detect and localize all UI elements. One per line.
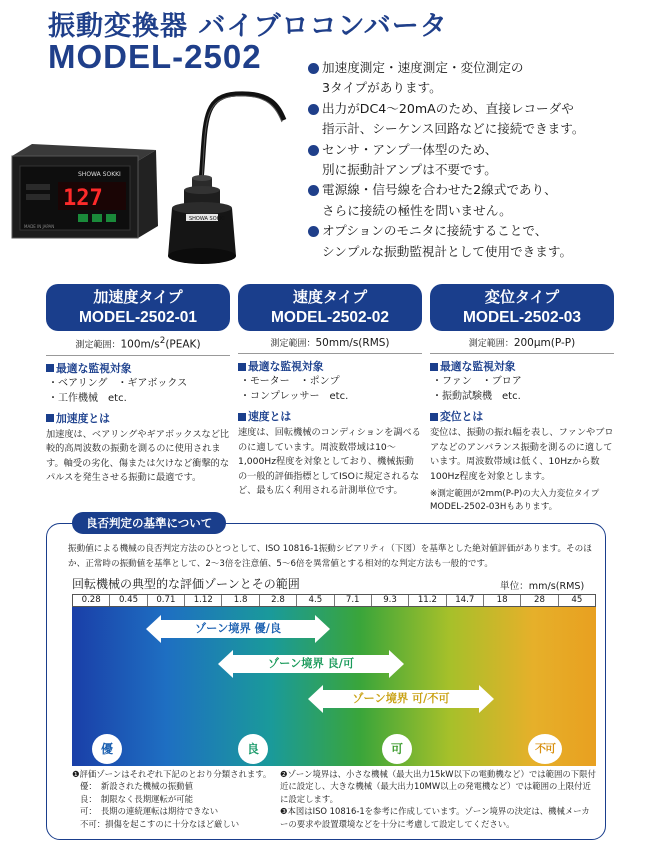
tick-row — [72, 594, 596, 607]
tick-label: 1.8 — [222, 595, 259, 606]
footnote-1: ❶評価ゾーンはそれぞれ下記のとおり分類されます。 優： 新設された機械の振動値 良： 制限なく長期運転が可能 可： 長期の連続運転は期待できない 不可：損傷を起こすのに十分なほど厳しい — [72, 769, 272, 829]
panel-display-value: 127 — [63, 186, 103, 211]
sensor-brand: SHOWA SOKKI — [189, 216, 225, 222]
feature-item: オプションのモニタに接続することで、 シンプルな振動監視計として使用できます。 — [308, 221, 648, 262]
target-list: ・モーター ・ポンプ ・コンプレッサー etc. — [240, 376, 349, 402]
feature-list — [308, 58, 648, 262]
criteria-section-title: 良否判定の基準について — [72, 512, 226, 534]
bullet-dot-icon — [308, 226, 319, 237]
zone-chart — [72, 594, 596, 766]
type-description: 速度は、回転機械のコンディションを調べるのに適しています。周波数帯域は10～1,000Hz程度を対象としており、機械振動の一般的評価指標としてISOに規定されるなど、最も広く利用される計測単位です。 — [238, 427, 421, 497]
tick-label: 11.2 — [409, 595, 446, 606]
square-bullet-icon — [46, 364, 54, 372]
zone-gradient — [72, 607, 596, 766]
product-title: 振動変換器 バイブロコンバータ — [48, 11, 448, 42]
about-heading: 加速度とは — [46, 411, 230, 426]
criteria-intro: 振動値による機械の良否判定方法のひとつとして、ISO 10816-1振動シビアリティ（下図）を基準とした絶対値評価があります。そのほか、正常時の振動値を基準として、2～3倍を注意値、5～6倍を異常値とする相対的な判定方法も一般的です。 — [68, 544, 592, 569]
zone-boundary-arrow-2: ゾーン境界 良/可 — [218, 650, 404, 678]
converter-panel — [12, 144, 158, 238]
target-list: ・ファン ・ブロア ・振動試験機 etc. — [432, 376, 522, 402]
grade-poor-badge: 不可 — [528, 734, 562, 764]
tick-label: 45 — [571, 595, 583, 605]
type-card-velocity — [238, 284, 422, 499]
square-bullet-icon — [430, 413, 438, 421]
about-heading: 変位とは — [430, 409, 614, 424]
type-header — [238, 284, 422, 331]
vibration-sensor — [168, 175, 236, 264]
bullet-dot-icon — [308, 185, 319, 196]
footnote-3: ❸本図はISO 10816-1を参考に作成しています。ゾーン境界の決定は、機械メーカーの要求や設置環境などを十分に考慮して設定してください。 — [280, 806, 590, 829]
footnote-2-3 — [280, 768, 596, 830]
tick-label: 9.3 — [372, 595, 409, 606]
product-photo — [6, 86, 296, 276]
type-name: 速度タイプ — [292, 288, 368, 306]
feature-item: 出力がDC4～20mAのため、直接レコーダや 指示計、シーケンス回路などに接続できます。 — [308, 99, 648, 140]
tick-label: 18 — [484, 595, 521, 606]
model-title: MODEL-2502 — [48, 38, 262, 75]
footnote-2: ❷ゾーン境界は、小さな機械（最大出力15kW以下の電動機など）では範囲の下限付近に設定し、大きな機械（最大出力10MW以上の発電機など）では範囲の上限付近に設定します。 — [280, 769, 596, 804]
zone-chart-title: 回転機械の典型的な評価ゾーンとその範囲 — [72, 577, 300, 591]
target-heading: 最適な監視対象 — [238, 359, 422, 374]
bullet-dot-icon — [308, 145, 319, 156]
target-list: ・ベアリング ・ギアボックス ・工作機械 etc. — [48, 377, 188, 404]
zone-boundary-arrow-3: ゾーン境界 可/不可 — [308, 685, 494, 713]
measurement-range: 測定範囲：$100m/s^2(PEAK)$ — [46, 331, 230, 356]
type-model: MODEL-2502-01 — [78, 309, 197, 326]
bullet-dot-icon — [308, 63, 319, 74]
square-bullet-icon — [46, 414, 54, 422]
bullet-dot-icon — [308, 104, 319, 115]
type-header — [430, 284, 614, 331]
grade-excellent-badge: 優 — [92, 734, 122, 764]
feature-item: 加速度測定・速度測定・変位測定の 3タイプがあります。 — [308, 58, 648, 99]
type-card-displacement — [430, 284, 614, 514]
tick-label: 2.8 — [260, 595, 297, 606]
tick-label: 7.1 — [335, 595, 372, 606]
tick-label: 14.7 — [447, 595, 484, 606]
type-model: MODEL-2502-02 — [270, 309, 389, 326]
tick-label: 4.5 — [297, 595, 334, 606]
type-description: 変位は、振動の振れ幅を表し、ファンやブロアなどのアンバランス振動を測るのに適しています。周波数帯域は低く、10Hzから数100Hz程度を対象とします。 — [430, 427, 614, 482]
type-name: 加速度タイプ — [93, 288, 183, 306]
target-heading: 最適な監視対象 — [430, 359, 614, 374]
type-model: MODEL-2502-03 — [462, 309, 581, 326]
tick-label: 0.28 — [73, 595, 110, 606]
tick-label: 0.71 — [148, 595, 185, 606]
about-heading: 速度とは — [238, 409, 422, 424]
panel-nameplate: MADE IN JAPAN — [24, 224, 55, 229]
tick-label: 0.45 — [110, 595, 147, 606]
zone-chart-unit: 単位：mm/s(RMS) — [500, 581, 585, 592]
feature-item: センサ・アンプ一体型のため、 別に振動計アンプは不要です。 — [308, 140, 648, 181]
type-description: 加速度は、ベアリングやギアボックスなど比較的高周波数の振動を測るのに使用されます。軸受の劣化、傷または欠けなど衝撃的なパルスを発生させる振動に最適です。 — [46, 428, 230, 484]
tick-label: 1.12 — [185, 595, 222, 606]
feature-item: 電源線・信号線を合わせた2線式であり、 さらに接続の極性を問いません。 — [308, 180, 648, 221]
target-heading: 最適な監視対象 — [46, 361, 230, 376]
type-header — [46, 284, 230, 331]
tick-label: 28 — [521, 595, 558, 606]
zone-boundary-arrow-1: ゾーン境界 優/良 — [146, 615, 330, 643]
grade-good-badge: 良 — [238, 734, 268, 764]
square-bullet-icon — [238, 363, 246, 371]
grade-fair-badge: 可 — [382, 734, 412, 764]
panel-brand: SHOWA SOKKI — [78, 171, 121, 178]
measurement-range: 測定範囲：50mm/s(RMS) — [238, 331, 422, 354]
square-bullet-icon — [238, 413, 246, 421]
type-card-acceleration — [46, 284, 230, 486]
measurement-range: 測定範囲：200μm(P-P) — [430, 331, 614, 354]
square-bullet-icon — [430, 363, 438, 371]
type-name: 変位タイプ — [484, 288, 560, 306]
type-note: ※測定範囲が2mm(P-P)の大入力変位タイプMODEL-2502-03Hもあります。 — [430, 489, 600, 513]
